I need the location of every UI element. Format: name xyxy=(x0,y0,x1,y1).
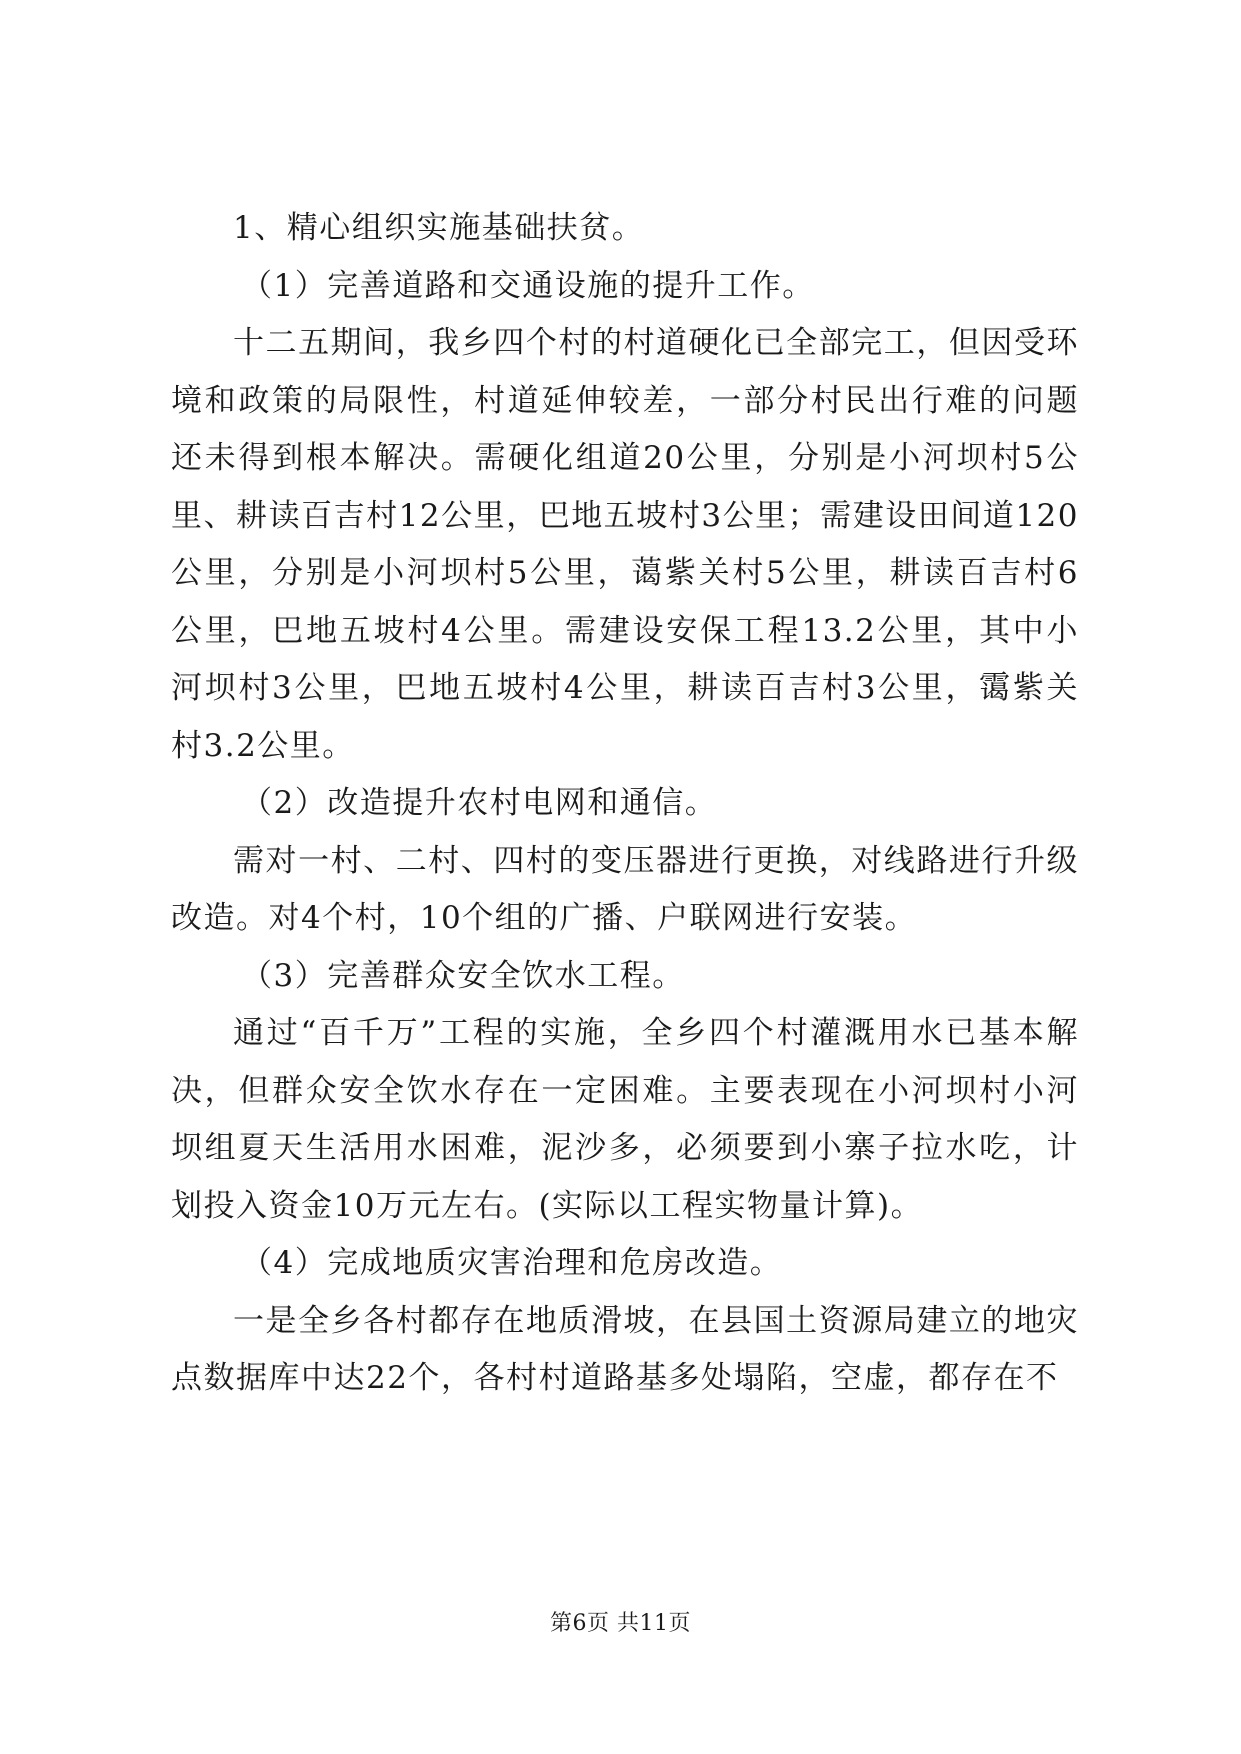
paragraph-geological-disaster: 一是全乡各村都存在地质滑坡，在县国土资源局建立的地灾点数据库中达22个，各村村道路基多处塌陷，空虚，都存在不 xyxy=(171,1302,1079,1396)
document-body xyxy=(171,200,1079,1408)
paragraph-drinking-water: 通过“百千万”工程的实施，全乡四个村灌溉用水已基本解决，但群众安全饮水存在一定困难。主要表现在小河坝村小河坝组夏天生活用水困难，泥沙多，必须要到小寨子拉水吃，计划投入资金10万元左右。(实际以工程实物量计算)。 xyxy=(171,1015,1079,1224)
subsection-heading-geological-disaster: （4）完成地质灾害治理和危房改造。 xyxy=(241,1245,783,1281)
paragraph-roads: 十二五期间，我乡四个村的村道硬化已全部完工，但因受环境和政策的局限性，村道延伸较差，一部分村民出行难的问题还未得到根本解决。需硬化组道20公里，分别是小河坝村5公里、耕读百吉村12公里，巴地五坡村3公里；需建设田间道120公里，分别是小河坝村5公里，蔼紫关村5公里，耕读百吉村6公里，巴地五坡村4公里。需建设安保工程13.2公里，其中小河坝村3公里，巴地五坡村4公里，耕读百吉村3公里，霭紫关村3.2公里。 xyxy=(171,325,1079,764)
subsection-heading-drinking-water: （3）完善群众安全饮水工程。 xyxy=(241,957,685,994)
section-heading: 1、精心组织实施基础扶贫。 xyxy=(233,210,645,246)
subsection-heading-roads: （1）完善道路和交通设施的提升工作。 xyxy=(241,267,815,304)
paragraph-power-grid: 需对一村、二村、四村的变压器进行更换，对线路进行升级改造。对4个村，10个组的广播、户联网进行安装。 xyxy=(171,842,1079,936)
page-number-footer: 第6页 共11页 xyxy=(550,1611,691,1636)
subsection-heading-power-grid: （2）改造提升农村电网和通信。 xyxy=(241,785,718,821)
